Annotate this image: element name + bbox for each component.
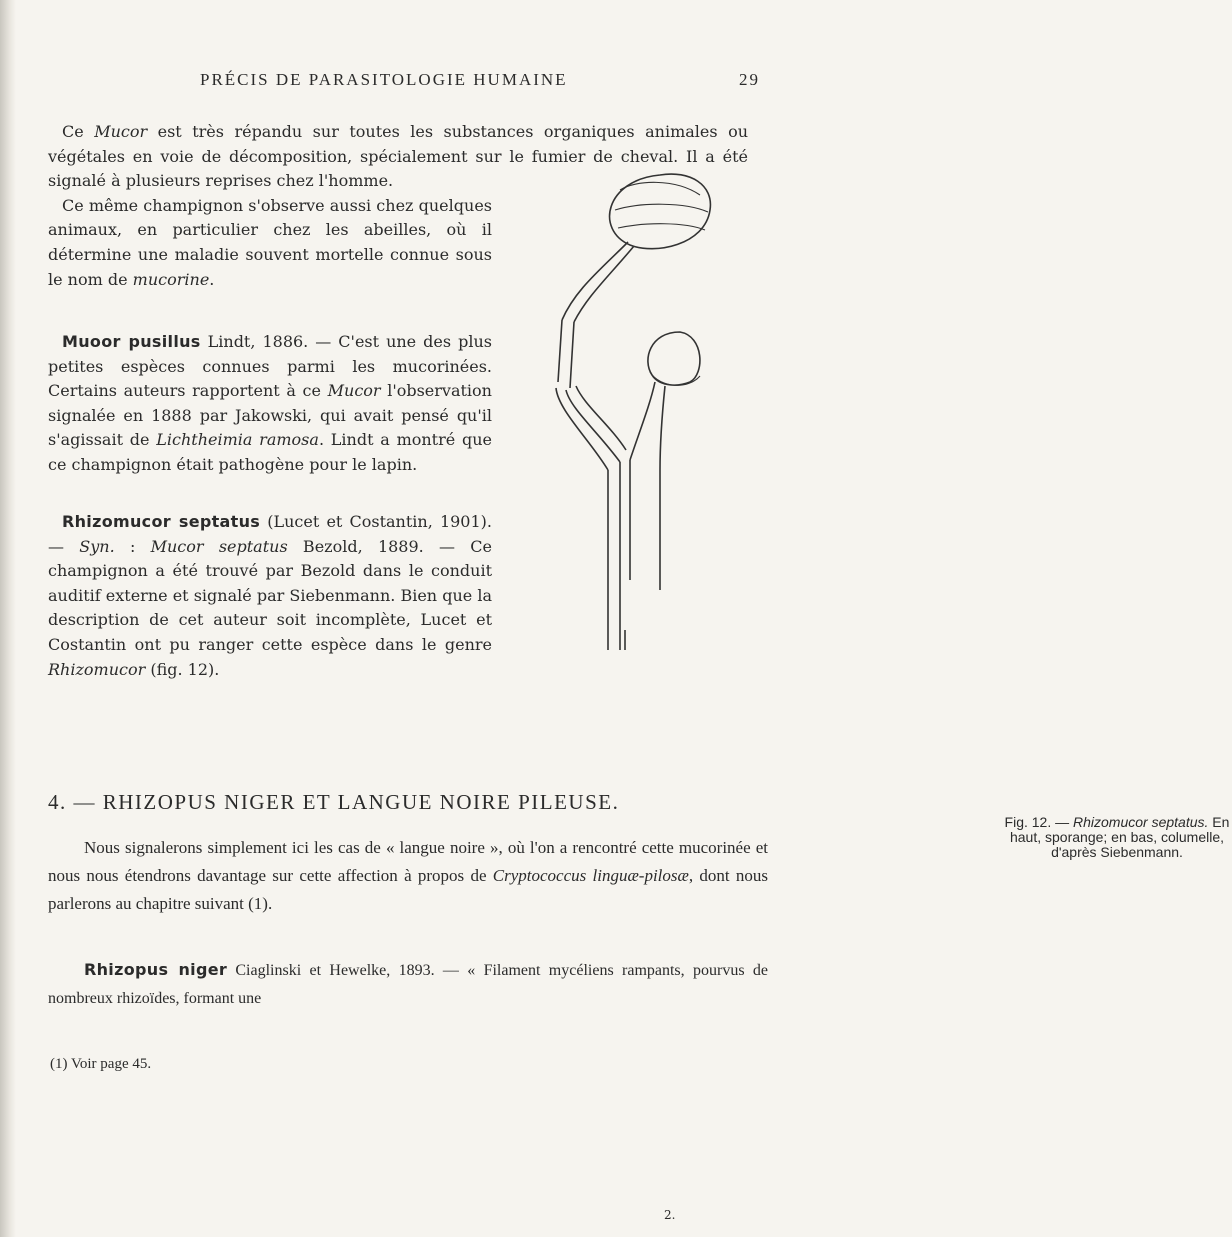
text-italic: Cryptococcus linguæ-pilosæ (492, 866, 689, 885)
figure-caption (1002, 815, 1232, 860)
text-italic: mucorine (132, 269, 210, 289)
text-run: Nous signalerons simplement ici les cas de « langue noire », où l'on a rencontré cette mucorinée et nous nous étendrons davantage sur cette affection à propos de (48, 838, 768, 885)
text-run: Ce même champignon s'observe aussi chez quelques animaux, en particulier chez les abeilles, où il détermine une maladie souvent mortelle connue sous le nom de (48, 195, 492, 289)
sporangiophore-stroke (562, 242, 628, 320)
text-run: , dont nous parlerons au chapitre suivant (1). (48, 866, 768, 913)
text-run: l'observation signalée en 1888 par Jakowski, qui avait pensé qu'il s'agissait de (48, 381, 492, 450)
text-italic: Mucor (94, 122, 148, 141)
sporangium-hatching (615, 182, 708, 230)
intro-paragraph-2 (48, 194, 492, 292)
page-binding-shadow (0, 0, 16, 1237)
text-run: : (114, 536, 151, 556)
text-run: Ce (62, 122, 95, 141)
hypha-stroke (630, 382, 655, 460)
caption-italic: Rhizomucor septatus. (1073, 814, 1209, 830)
text-run: est très répandu sur toutes les substances organiques animales ou végétales en voie de décomposition, spécialement sur le fumier de cheval. Il a été signalé à plusieurs reprises chez l'homme. (48, 122, 749, 191)
page-number: 29 (739, 70, 760, 89)
mucor-pusillus-paragraph (48, 330, 492, 478)
mucor-pusillus-section (48, 330, 492, 478)
text-run: Lindt, 1886. — C'est une des plus petites espèces connues parmi les mucorinées. Certains auteurs rapportent à ce (48, 332, 492, 401)
sporangium-outline (610, 174, 711, 249)
body-paragraph-2 (48, 956, 768, 1013)
caption-text: En haut, sporange; en bas, columelle, d'après Siebenmann. (1009, 814, 1230, 860)
sporangiophore-stroke (574, 246, 634, 322)
text-italic: Mucor septatus (150, 536, 288, 556)
species-name: Rhizopus niger (84, 960, 228, 979)
text-run: Ciaglinski et Hewelke, 1893. — « Filament mycéliens rampants, pourvus de nombreux rhizoïdes, formant une (48, 962, 768, 1007)
rhizopus-niger-paragraph (48, 956, 768, 1013)
hypha-stroke (660, 386, 665, 470)
species-name: Muoor pusillus (62, 332, 201, 351)
hypha-stroke (566, 390, 620, 462)
rhizomucor-illustration (500, 150, 740, 670)
caption-prefix: Fig. 12. — (1004, 814, 1074, 830)
langue-noire-paragraph (48, 834, 768, 918)
text-run: . Lindt a montré que ce champignon était pathogène pour le lapin. (48, 430, 493, 474)
footnote: (1) Voir page 45. (50, 1056, 152, 1072)
body-paragraph-1 (48, 834, 768, 918)
text-italic: Lichtheimia ramosa (156, 430, 319, 450)
running-title: PRÉCIS DE PARASITOLOGIE HUMAINE (200, 70, 568, 89)
signature-mark: 2. (664, 1208, 676, 1222)
sporangiophore-stroke (558, 320, 574, 388)
hypha-stroke (556, 388, 608, 470)
collar (650, 372, 700, 385)
stalk-stroke (630, 460, 660, 590)
intro-block (48, 120, 749, 292)
text-italic: Mucor (327, 381, 381, 401)
columella-drawing (556, 332, 700, 650)
figure-12 (500, 150, 1230, 860)
rhizomucor-paragraph (48, 510, 492, 682)
text-italic: Syn. (79, 536, 115, 556)
text-run: (fig. 12). (145, 659, 220, 679)
rhizomucor-section (48, 510, 492, 682)
stalk-stroke (608, 462, 620, 650)
section-heading: 4. — RHIZOPUS NIGER ET LANGUE NOIRE PILEUSE. (48, 790, 620, 814)
species-name: Rhizomucor septatus (62, 512, 261, 531)
text-italic: Rhizomucor (48, 659, 146, 679)
text-run: (Lucet et Costantin, 1901). — (48, 512, 492, 556)
text-run: . (209, 269, 215, 289)
columella-outline (648, 332, 700, 385)
sporangium-drawing (558, 174, 710, 388)
text-run: Bezold, 1889. — Ce champignon a été trouvé par Bezold dans le conduit auditif externe et signalé par Siebenmann. Bien que la description de cet auteur soit incomplète, Lucet et Costantin ont pu ranger cette espèce dans le genre (48, 536, 492, 654)
